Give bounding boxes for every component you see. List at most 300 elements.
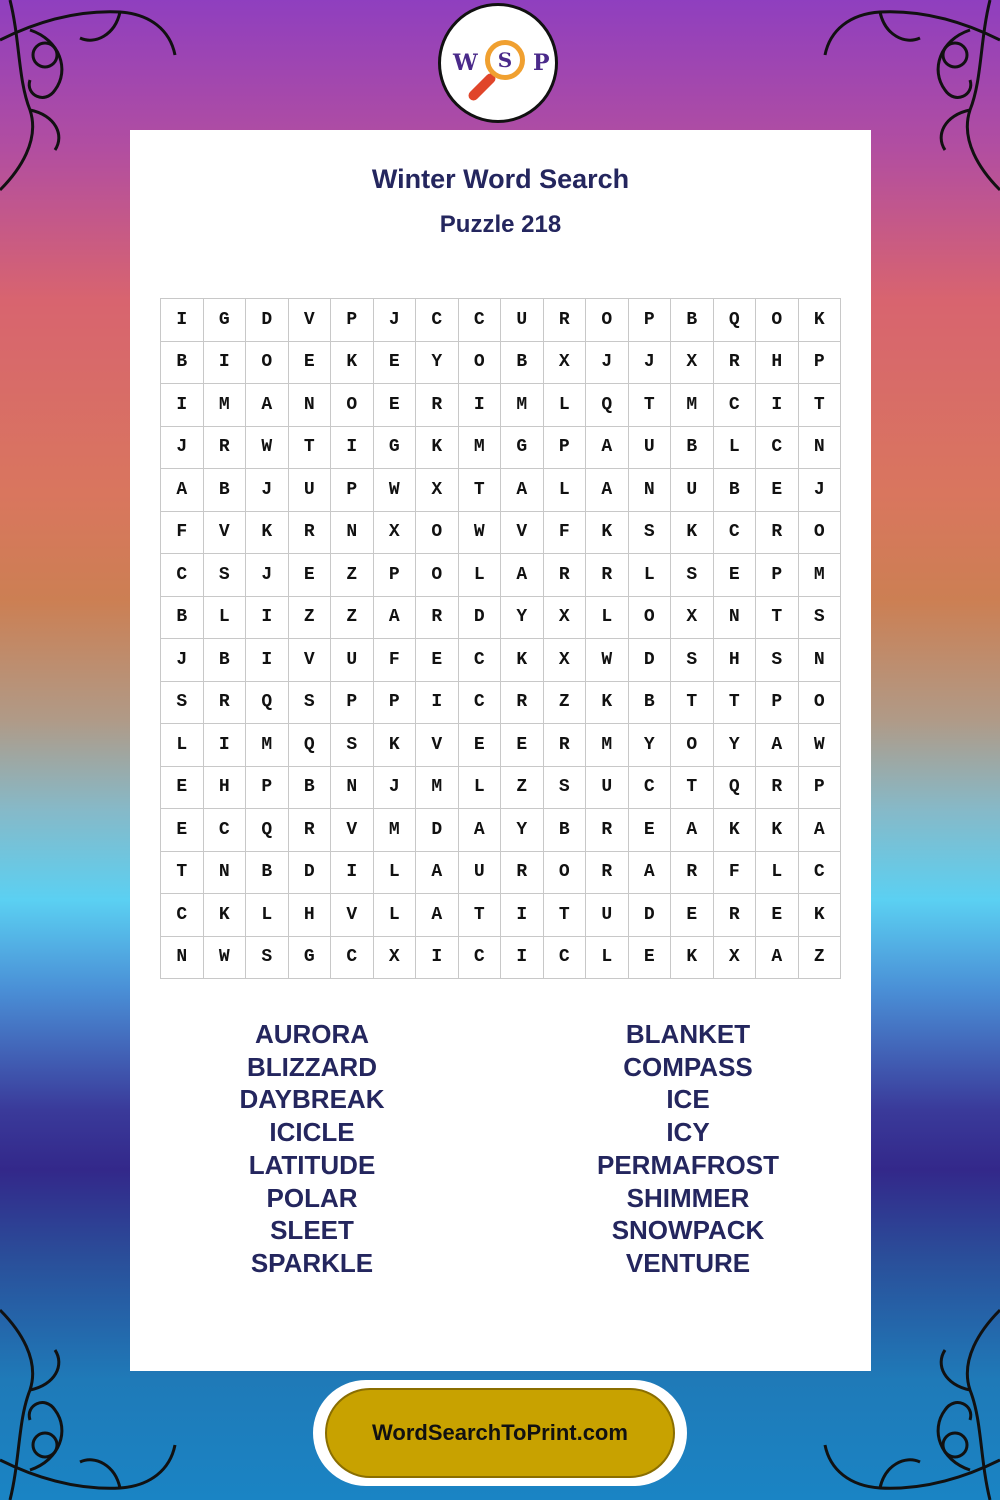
grid-cell[interactable]: X — [373, 936, 416, 979]
grid-cell[interactable]: J — [161, 639, 204, 682]
grid-cell[interactable]: H — [756, 341, 799, 384]
grid-cell[interactable]: H — [203, 766, 246, 809]
grid-cell[interactable]: B — [203, 639, 246, 682]
grid-cell[interactable]: P — [331, 681, 374, 724]
grid-cell[interactable]: S — [798, 596, 841, 639]
grid-cell[interactable]: E — [373, 384, 416, 427]
grid-cell[interactable]: Z — [501, 766, 544, 809]
grid-cell[interactable]: L — [713, 426, 756, 469]
letter-grid — [160, 298, 841, 979]
grid-cell[interactable]: L — [586, 936, 629, 979]
grid-cell[interactable]: S — [671, 639, 714, 682]
magnifier-icon — [485, 40, 525, 80]
grid-cell[interactable]: T — [628, 384, 671, 427]
grid-cell[interactable]: Q — [246, 681, 289, 724]
grid-cell[interactable]: Y — [501, 809, 544, 852]
grid-cell[interactable]: S — [628, 511, 671, 554]
grid-cell[interactable]: J — [246, 554, 289, 597]
grid-cell[interactable]: P — [798, 766, 841, 809]
grid-cell[interactable]: C — [416, 299, 459, 342]
grid-cell[interactable]: T — [756, 596, 799, 639]
grid-cell[interactable]: B — [203, 469, 246, 512]
grid-cell[interactable]: S — [288, 681, 331, 724]
grid-cell[interactable]: B — [671, 299, 714, 342]
grid-cell[interactable]: T — [713, 681, 756, 724]
grid-cell[interactable]: C — [798, 851, 841, 894]
grid-cell[interactable]: V — [288, 639, 331, 682]
grid-cell[interactable]: M — [203, 384, 246, 427]
grid-cell[interactable]: T — [458, 469, 501, 512]
grid-cell[interactable]: S — [756, 639, 799, 682]
grid-cell[interactable]: A — [501, 469, 544, 512]
grid-cell[interactable]: B — [628, 681, 671, 724]
grid-cell[interactable]: T — [288, 426, 331, 469]
word-item: DAYBREAK — [239, 1084, 385, 1115]
grid-cell[interactable]: T — [798, 384, 841, 427]
grid-cell[interactable]: V — [331, 809, 374, 852]
grid-cell[interactable]: R — [501, 851, 544, 894]
grid-row — [161, 766, 841, 809]
grid-cell[interactable]: W — [373, 469, 416, 512]
grid-row — [161, 936, 841, 979]
grid-cell[interactable]: W — [586, 639, 629, 682]
grid-cell[interactable]: R — [586, 809, 629, 852]
grid-cell[interactable]: E — [458, 724, 501, 767]
grid-cell[interactable]: C — [458, 681, 501, 724]
grid-cell[interactable]: E — [288, 554, 331, 597]
grid-cell[interactable]: R — [586, 851, 629, 894]
grid-cell[interactable]: N — [331, 766, 374, 809]
grid-cell[interactable]: U — [628, 426, 671, 469]
grid-cell[interactable]: A — [416, 894, 459, 937]
grid-cell[interactable]: A — [628, 851, 671, 894]
grid-cell[interactable]: K — [203, 894, 246, 937]
grid-cell[interactable]: V — [203, 511, 246, 554]
grid-cell[interactable]: A — [798, 809, 841, 852]
puzzle-sheet — [130, 130, 871, 1371]
grid-row — [161, 426, 841, 469]
word-item: AURORA — [254, 1019, 370, 1049]
grid-cell[interactable]: A — [671, 809, 714, 852]
grid-cell[interactable]: N — [713, 596, 756, 639]
grid-cell[interactable]: Y — [501, 596, 544, 639]
grid-row — [161, 384, 841, 427]
grid-cell[interactable]: I — [246, 596, 289, 639]
grid-cell[interactable]: K — [586, 511, 629, 554]
grid-cell[interactable]: M — [798, 554, 841, 597]
grid-cell[interactable]: Z — [798, 936, 841, 979]
grid-cell[interactable]: W — [798, 724, 841, 767]
grid-cell[interactable]: X — [713, 936, 756, 979]
grid-cell[interactable]: N — [331, 511, 374, 554]
grid-cell[interactable]: H — [713, 639, 756, 682]
word-item: SLEET — [270, 1215, 354, 1246]
grid-cell[interactable]: T — [458, 894, 501, 937]
grid-cell[interactable]: S — [671, 554, 714, 597]
grid-cell[interactable]: K — [671, 511, 714, 554]
grid-cell[interactable]: L — [628, 554, 671, 597]
grid-cell[interactable]: A — [246, 384, 289, 427]
grid-cell[interactable]: M — [373, 809, 416, 852]
grid-cell[interactable]: J — [246, 469, 289, 512]
grid-cell[interactable]: E — [756, 894, 799, 937]
grid-row — [161, 341, 841, 384]
grid-cell[interactable]: Z — [543, 681, 586, 724]
grid-cell[interactable]: J — [798, 469, 841, 512]
grid-cell[interactable]: O — [331, 384, 374, 427]
word-list-left — [162, 1018, 462, 1280]
grid-cell[interactable]: Q — [246, 809, 289, 852]
grid-cell[interactable]: K — [373, 724, 416, 767]
grid-cell[interactable]: L — [246, 894, 289, 937]
grid-cell[interactable]: U — [331, 639, 374, 682]
grid-cell[interactable]: C — [713, 511, 756, 554]
grid-cell[interactable]: K — [331, 341, 374, 384]
grid-row — [161, 894, 841, 937]
grid-cell[interactable]: M — [586, 724, 629, 767]
grid-cell[interactable]: N — [203, 851, 246, 894]
grid-cell[interactable]: V — [331, 894, 374, 937]
grid-cell[interactable]: U — [288, 469, 331, 512]
grid-cell[interactable]: H — [288, 894, 331, 937]
grid-cell[interactable]: P — [756, 554, 799, 597]
grid-cell[interactable]: I — [161, 299, 204, 342]
grid-cell[interactable]: T — [161, 851, 204, 894]
grid-cell[interactable]: A — [373, 596, 416, 639]
word-item: BLANKET — [625, 1019, 751, 1049]
word-item: LATITUDE — [248, 1149, 376, 1180]
grid-row — [161, 469, 841, 512]
grid-row — [161, 596, 841, 639]
grid-cell[interactable]: O — [671, 724, 714, 767]
grid-cell[interactable]: B — [543, 809, 586, 852]
grid-cell[interactable]: E — [373, 341, 416, 384]
grid-cell[interactable]: U — [671, 469, 714, 512]
grid-cell[interactable]: X — [671, 596, 714, 639]
grid-cell[interactable]: T — [671, 766, 714, 809]
grid-cell[interactable]: D — [628, 639, 671, 682]
word-item: PERMAFROST — [597, 1149, 779, 1180]
grid-cell[interactable]: K — [798, 894, 841, 937]
grid-cell[interactable]: M — [458, 426, 501, 469]
grid-cell[interactable]: S — [246, 936, 289, 979]
grid-cell[interactable]: F — [373, 639, 416, 682]
grid-cell[interactable]: G — [203, 299, 246, 342]
word-item: BLIZZARD — [247, 1051, 377, 1082]
grid-cell[interactable]: S — [203, 554, 246, 597]
grid-cell[interactable]: I — [416, 681, 459, 724]
grid-row — [161, 639, 841, 682]
grid-cell[interactable]: R — [586, 554, 629, 597]
grid-cell[interactable]: I — [501, 936, 544, 979]
grid-cell[interactable]: Q — [288, 724, 331, 767]
grid-cell[interactable]: N — [288, 384, 331, 427]
grid-cell[interactable]: C — [458, 299, 501, 342]
grid-cell[interactable]: X — [671, 341, 714, 384]
grid-cell[interactable]: B — [246, 851, 289, 894]
grid-cell[interactable]: O — [756, 299, 799, 342]
grid-cell[interactable]: Y — [628, 724, 671, 767]
grid-cell[interactable]: R — [713, 894, 756, 937]
grid-cell[interactable]: O — [543, 851, 586, 894]
grid-cell[interactable]: S — [543, 766, 586, 809]
logo-letter-s: S — [497, 48, 513, 72]
grid-cell[interactable]: I — [203, 341, 246, 384]
grid-row — [161, 681, 841, 724]
word-item: ICE — [666, 1084, 710, 1115]
grid-cell[interactable]: O — [458, 341, 501, 384]
grid-cell[interactable]: K — [501, 639, 544, 682]
grid-cell[interactable]: R — [756, 766, 799, 809]
grid-cell[interactable]: D — [246, 299, 289, 342]
logo-letter-p: P — [533, 50, 550, 76]
grid-cell[interactable]: N — [161, 936, 204, 979]
word-list-right — [538, 1018, 838, 1280]
grid-cell[interactable]: A — [416, 851, 459, 894]
grid-cell[interactable]: I — [416, 936, 459, 979]
grid-row — [161, 809, 841, 852]
grid-cell[interactable]: E — [161, 766, 204, 809]
grid-cell[interactable]: T — [671, 681, 714, 724]
grid-cell[interactable]: I — [458, 384, 501, 427]
grid-cell[interactable]: U — [501, 299, 544, 342]
grid-cell[interactable]: V — [501, 511, 544, 554]
grid-cell[interactable]: J — [586, 341, 629, 384]
grid-cell[interactable]: O — [798, 681, 841, 724]
grid-cell[interactable]: E — [501, 724, 544, 767]
grid-cell[interactable]: J — [161, 426, 204, 469]
grid-cell[interactable]: W — [203, 936, 246, 979]
grid-cell[interactable]: R — [543, 299, 586, 342]
grid-cell[interactable]: C — [458, 639, 501, 682]
grid-cell[interactable]: L — [586, 596, 629, 639]
grid-cell[interactable]: L — [543, 469, 586, 512]
grid-cell[interactable]: P — [543, 426, 586, 469]
grid-cell[interactable]: K — [416, 426, 459, 469]
grid-cell[interactable]: M — [246, 724, 289, 767]
grid-cell[interactable]: O — [798, 511, 841, 554]
grid-cell[interactable]: X — [373, 511, 416, 554]
grid-cell[interactable]: R — [543, 554, 586, 597]
grid-cell[interactable]: P — [798, 341, 841, 384]
grid-cell[interactable]: E — [416, 639, 459, 682]
grid-cell[interactable]: I — [246, 639, 289, 682]
grid-cell[interactable]: D — [628, 894, 671, 937]
grid-row — [161, 511, 841, 554]
grid-cell[interactable]: U — [586, 894, 629, 937]
grid-cell[interactable]: K — [713, 809, 756, 852]
grid-cell[interactable]: Z — [331, 554, 374, 597]
grid-cell[interactable]: P — [756, 681, 799, 724]
logo-letter-w: W — [453, 50, 478, 76]
grid-cell[interactable]: D — [458, 596, 501, 639]
grid-cell[interactable]: O — [416, 554, 459, 597]
grid-cell[interactable]: M — [671, 384, 714, 427]
grid-cell[interactable]: I — [331, 851, 374, 894]
grid-cell[interactable]: C — [161, 894, 204, 937]
grid-cell[interactable]: Y — [713, 724, 756, 767]
grid-cell[interactable]: O — [416, 511, 459, 554]
grid-cell[interactable]: R — [288, 511, 331, 554]
grid-cell[interactable]: D — [288, 851, 331, 894]
grid-cell[interactable]: N — [798, 639, 841, 682]
grid-cell[interactable]: I — [161, 384, 204, 427]
grid-cell[interactable]: W — [246, 426, 289, 469]
grid-cell[interactable]: C — [713, 384, 756, 427]
grid-cell[interactable]: K — [586, 681, 629, 724]
grid-cell[interactable]: L — [756, 851, 799, 894]
grid-cell[interactable]: B — [501, 341, 544, 384]
grid-cell[interactable]: A — [458, 809, 501, 852]
grid-cell[interactable]: V — [288, 299, 331, 342]
grid-cell[interactable]: R — [416, 596, 459, 639]
word-item: ICICLE — [269, 1117, 355, 1148]
grid-cell[interactable]: U — [586, 766, 629, 809]
grid-cell[interactable]: E — [288, 341, 331, 384]
grid-cell[interactable]: R — [713, 341, 756, 384]
grid-cell[interactable]: B — [161, 596, 204, 639]
grid-cell[interactable]: U — [458, 851, 501, 894]
grid-cell[interactable]: V — [416, 724, 459, 767]
word-item: COMPASS — [623, 1051, 753, 1082]
grid-cell[interactable]: F — [543, 511, 586, 554]
grid-cell[interactable]: A — [161, 469, 204, 512]
grid-cell[interactable]: F — [161, 511, 204, 554]
grid-cell[interactable]: M — [416, 766, 459, 809]
grid-cell[interactable]: Q — [713, 766, 756, 809]
grid-cell[interactable]: C — [203, 809, 246, 852]
grid-cell[interactable]: P — [331, 469, 374, 512]
grid-cell[interactable]: X — [543, 341, 586, 384]
word-item: SNOWPACK — [611, 1215, 765, 1246]
grid-cell[interactable]: E — [713, 554, 756, 597]
grid-cell[interactable]: O — [246, 341, 289, 384]
grid-cell[interactable]: B — [713, 469, 756, 512]
grid-cell[interactable]: K — [246, 511, 289, 554]
grid-cell[interactable]: C — [756, 426, 799, 469]
puzzle-number: Puzzle 218 — [439, 211, 562, 238]
grid-cell[interactable]: G — [373, 426, 416, 469]
grid-cell[interactable]: P — [246, 766, 289, 809]
grid-cell[interactable]: G — [501, 426, 544, 469]
grid-cell[interactable]: P — [331, 299, 374, 342]
grid-cell[interactable]: R — [543, 724, 586, 767]
grid-cell[interactable]: X — [543, 639, 586, 682]
grid-cell[interactable]: C — [161, 554, 204, 597]
grid-row — [161, 724, 841, 767]
grid-cell[interactable]: L — [458, 766, 501, 809]
grid-cell[interactable]: P — [373, 554, 416, 597]
grid-cell[interactable]: R — [203, 681, 246, 724]
grid-cell[interactable]: R — [416, 384, 459, 427]
grid-cell[interactable]: J — [373, 299, 416, 342]
grid-cell[interactable]: K — [756, 809, 799, 852]
grid-cell[interactable]: R — [671, 851, 714, 894]
grid-cell[interactable]: R — [288, 809, 331, 852]
grid-cell[interactable]: L — [543, 384, 586, 427]
grid-cell[interactable]: O — [628, 596, 671, 639]
grid-cell[interactable]: R — [203, 426, 246, 469]
grid-cell[interactable]: K — [671, 936, 714, 979]
grid-cell[interactable]: G — [288, 936, 331, 979]
grid-cell[interactable]: R — [501, 681, 544, 724]
word-item: SPARKLE — [250, 1247, 374, 1278]
grid-cell[interactable]: I — [501, 894, 544, 937]
grid-cell[interactable]: M — [501, 384, 544, 427]
grid-cell[interactable]: E — [671, 894, 714, 937]
grid-cell[interactable]: C — [458, 936, 501, 979]
grid-row — [161, 851, 841, 894]
word-item: VENTURE — [625, 1247, 751, 1278]
grid-cell[interactable]: E — [628, 809, 671, 852]
grid-cell[interactable]: K — [798, 299, 841, 342]
grid-cell[interactable]: J — [628, 341, 671, 384]
word-item: ICY — [666, 1117, 710, 1148]
grid-cell[interactable]: P — [628, 299, 671, 342]
website-button[interactable]: WordSearchToPrint.com — [325, 1388, 675, 1478]
grid-cell[interactable]: Q — [586, 384, 629, 427]
word-item: POLAR — [266, 1182, 358, 1213]
grid-cell[interactable]: A — [756, 936, 799, 979]
grid-cell[interactable]: O — [586, 299, 629, 342]
grid-cell[interactable]: B — [161, 341, 204, 384]
grid-cell[interactable]: Z — [288, 596, 331, 639]
grid-cell[interactable]: A — [756, 724, 799, 767]
grid-cell[interactable]: E — [628, 936, 671, 979]
grid-row — [161, 554, 841, 597]
grid-cell[interactable]: W — [458, 511, 501, 554]
grid-cell[interactable]: C — [628, 766, 671, 809]
grid-cell[interactable]: B — [671, 426, 714, 469]
grid-cell[interactable]: J — [373, 766, 416, 809]
word-item: SHIMMER — [626, 1182, 750, 1213]
grid-cell[interactable]: S — [331, 724, 374, 767]
grid-cell[interactable]: X — [543, 596, 586, 639]
grid-cell[interactable]: D — [416, 809, 459, 852]
grid-cell[interactable]: I — [756, 384, 799, 427]
grid-cell[interactable]: E — [756, 469, 799, 512]
grid-cell[interactable]: X — [416, 469, 459, 512]
grid-cell[interactable]: A — [501, 554, 544, 597]
grid-cell[interactable]: L — [373, 851, 416, 894]
grid-cell[interactable]: F — [713, 851, 756, 894]
grid-cell[interactable]: R — [756, 511, 799, 554]
grid-row — [161, 299, 841, 342]
wsp-logo[interactable] — [438, 3, 558, 123]
grid-cell[interactable]: N — [798, 426, 841, 469]
grid-cell[interactable]: Z — [331, 596, 374, 639]
grid-cell[interactable]: Q — [713, 299, 756, 342]
grid-cell[interactable]: C — [331, 936, 374, 979]
grid-cell[interactable]: A — [586, 469, 629, 512]
grid-cell[interactable]: L — [203, 596, 246, 639]
grid-cell[interactable]: I — [331, 426, 374, 469]
grid-cell[interactable]: L — [373, 894, 416, 937]
grid-cell[interactable]: N — [628, 469, 671, 512]
grid-cell[interactable]: L — [458, 554, 501, 597]
grid-cell[interactable]: L — [161, 724, 204, 767]
grid-cell[interactable]: Y — [416, 341, 459, 384]
grid-cell[interactable]: E — [161, 809, 204, 852]
grid-cell[interactable]: A — [586, 426, 629, 469]
grid-cell[interactable]: C — [543, 936, 586, 979]
grid-cell[interactable]: I — [203, 724, 246, 767]
grid-cell[interactable]: P — [373, 681, 416, 724]
grid-cell[interactable]: T — [543, 894, 586, 937]
grid-cell[interactable]: B — [288, 766, 331, 809]
grid-cell[interactable]: S — [161, 681, 204, 724]
website-badge — [313, 1380, 687, 1486]
